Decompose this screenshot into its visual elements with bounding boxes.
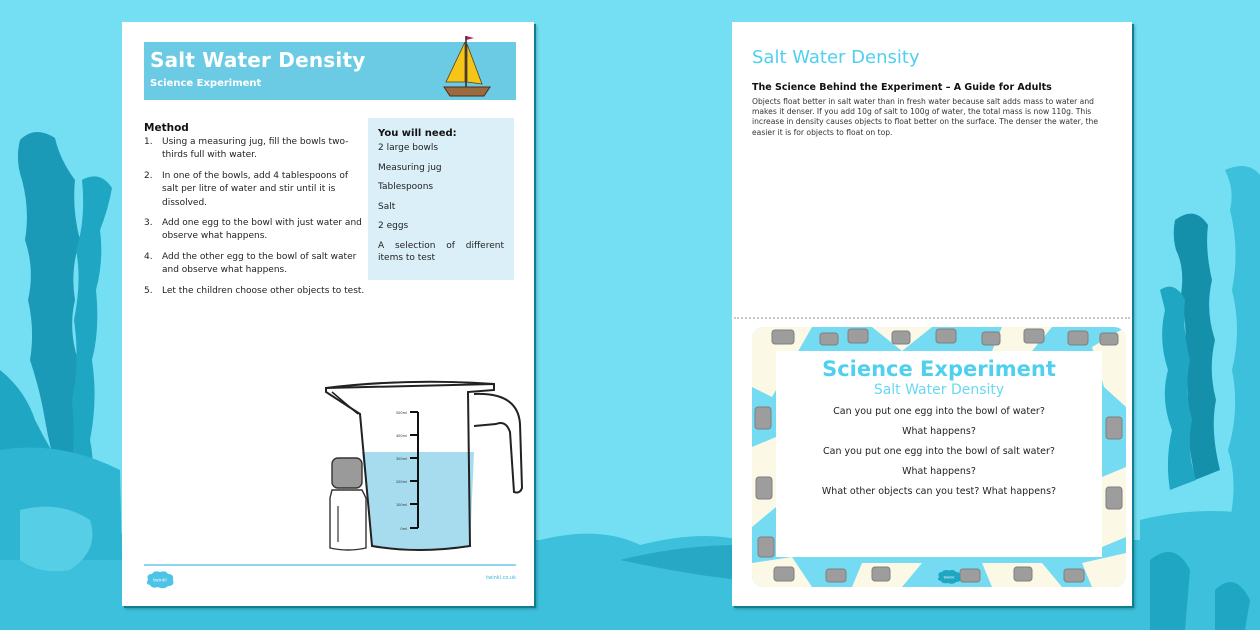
method-heading: Method bbox=[144, 122, 189, 134]
guide-body-text: Objects float better in salt water than in fresh water because salt adds mass to water and makes it denser. If you add 10g of salt to 100g of water, the total mass is now 110g. This increase in density causes objects to float better on the surface. The denser the water, the easier it is for objects to float on top. bbox=[752, 97, 1099, 137]
footer-divider bbox=[144, 564, 516, 566]
twinkl-logo-icon bbox=[144, 570, 176, 590]
scale-label: 300ml bbox=[395, 457, 407, 461]
twinkl-logo-icon bbox=[936, 569, 962, 585]
scale-label: 400ml bbox=[395, 434, 407, 438]
method-step: 2. In one of the bowls, add 4 tablespoons of salt per litre of water and stir until it is dissolved. bbox=[144, 170, 349, 208]
scale-label: 500ml bbox=[395, 411, 407, 415]
activity-sheet-page bbox=[122, 22, 534, 606]
scale-label: 100ml bbox=[395, 503, 407, 507]
material-item: 2 eggs bbox=[378, 221, 409, 231]
svg-text:twinkl: twinkl bbox=[943, 575, 955, 580]
poster-question: What happens? bbox=[902, 426, 976, 437]
poster-content bbox=[776, 351, 1102, 557]
poster-title: Science Experiment bbox=[822, 357, 1056, 381]
material-item: Salt bbox=[378, 201, 396, 212]
scale-label: 0ml bbox=[400, 527, 407, 531]
material-item: 2 large bowls bbox=[378, 143, 439, 153]
method-steps bbox=[144, 136, 366, 305]
poster-subtitle: Salt Water Density bbox=[873, 382, 1005, 398]
method-step: 4. Add the other egg to the bowl of salt water and observe what happens. bbox=[144, 251, 357, 276]
poster-question: Can you put one egg into the bowl of salt water? bbox=[823, 446, 1055, 457]
adult-guide-page bbox=[732, 22, 1132, 606]
svg-text:twinkl: twinkl bbox=[153, 578, 167, 584]
materials-heading: You will need: bbox=[378, 128, 457, 139]
poster-question: What happens? bbox=[902, 466, 976, 477]
sailboat-icon bbox=[440, 32, 494, 98]
guide-title: Salt Water Density bbox=[752, 47, 920, 68]
poster-question: What other objects can you test? What happens? bbox=[821, 486, 1057, 497]
page-subtitle: Science Experiment bbox=[150, 78, 262, 89]
material-item: Tablespoons bbox=[378, 182, 434, 192]
cut-line bbox=[734, 317, 1130, 319]
method-step: 3. Add one egg to the bowl with just water and observe what happens. bbox=[144, 218, 362, 242]
question-poster bbox=[752, 327, 1126, 587]
method-step: 5. Let the children choose other objects to test. bbox=[144, 285, 365, 296]
material-item: A selection of different items to test bbox=[378, 240, 504, 263]
material-item: Measuring jug bbox=[378, 162, 442, 173]
page-title: Salt Water Density bbox=[150, 48, 366, 72]
materials-box bbox=[368, 118, 514, 280]
poster-question: Can you put one egg into the bowl of water? bbox=[833, 406, 1045, 417]
scale-label: 200ml bbox=[395, 480, 407, 484]
measuring-jug-illustration bbox=[318, 374, 524, 560]
method-step: 1. Using a measuring jug, fill the bowls two-thirds full with water. bbox=[144, 137, 349, 161]
footer-url[interactable]: twinkl.co.uk bbox=[486, 575, 516, 581]
guide-subtitle: The Science Behind the Experiment – A Guide for Adults bbox=[752, 82, 1052, 93]
